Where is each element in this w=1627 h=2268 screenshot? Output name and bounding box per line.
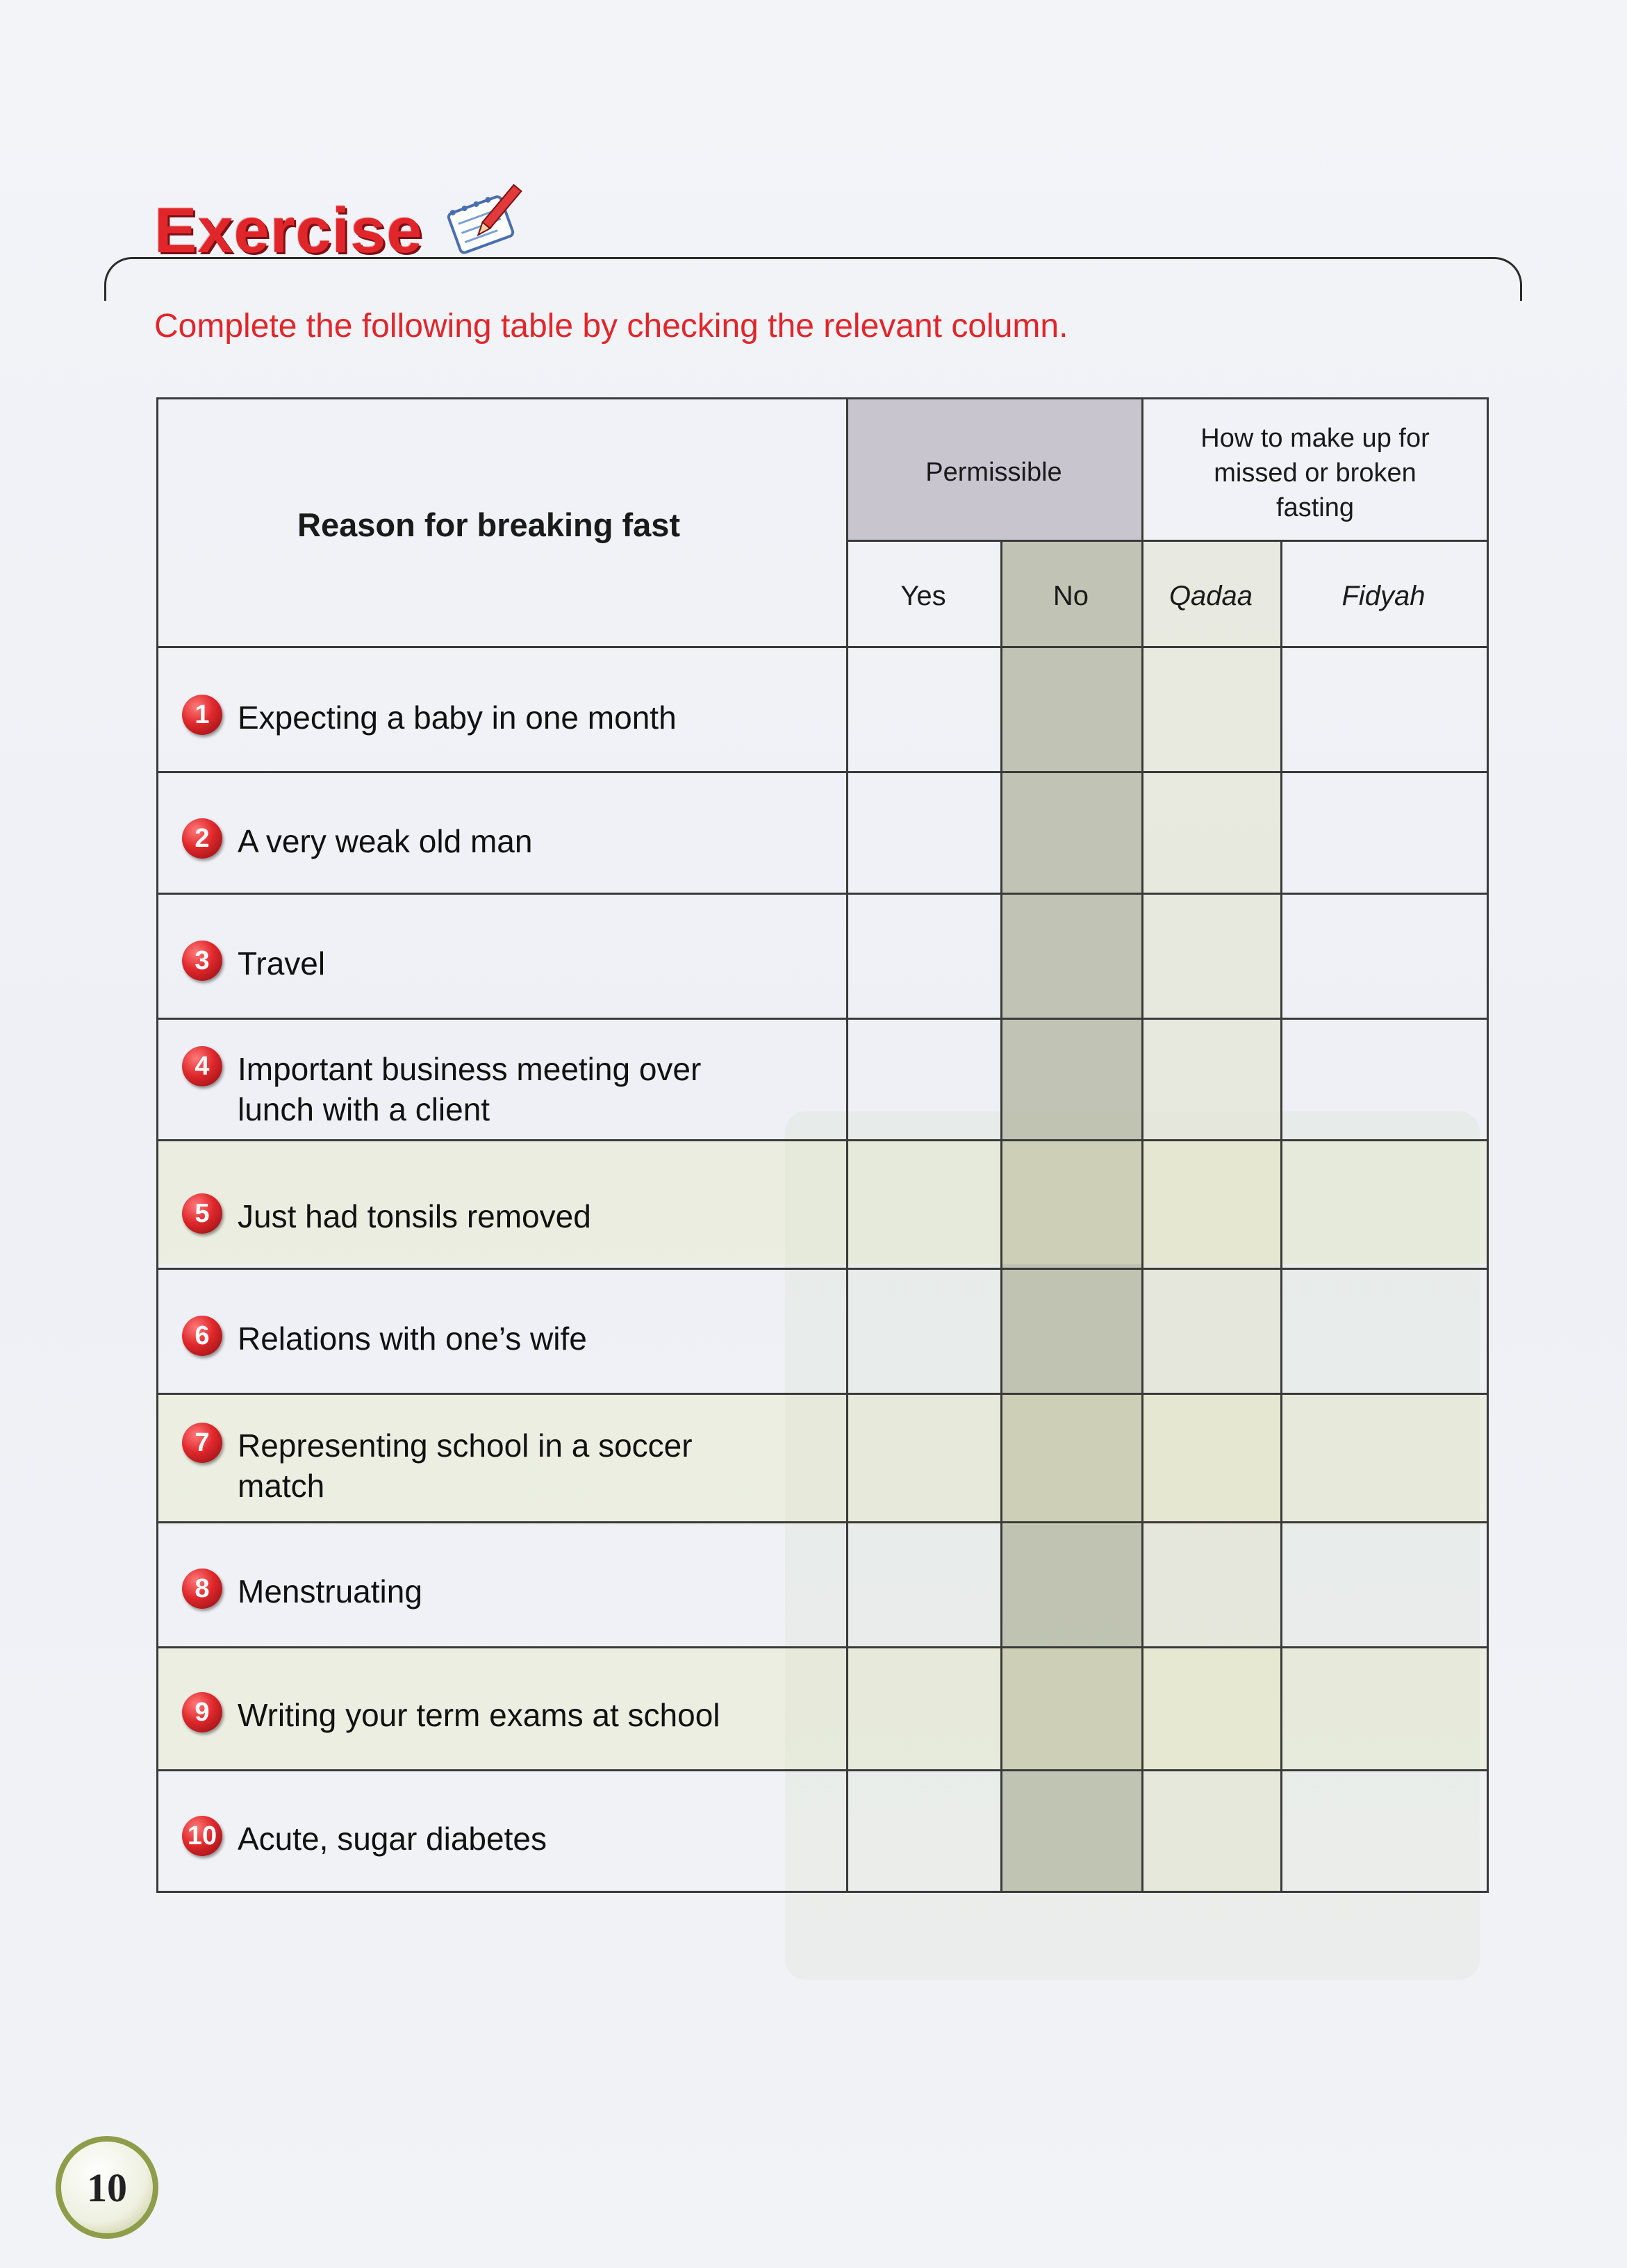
row-divider xyxy=(156,893,1489,895)
reason-row xyxy=(182,1695,807,1735)
row-divider xyxy=(156,1268,1489,1270)
row-number-badge: 2 xyxy=(182,818,222,859)
qadaa-column-header: Qadaa xyxy=(1168,581,1253,611)
reason-text xyxy=(238,1819,547,1859)
fidyah-column-header: Fidyah xyxy=(1341,581,1426,611)
row-number-badge: 1 xyxy=(182,695,222,735)
permissible-column-header: Permissible xyxy=(925,458,1062,487)
reason-row xyxy=(182,821,807,861)
table-border-right xyxy=(1487,397,1489,1893)
makeup-header-line: How to make up for xyxy=(1200,424,1430,453)
reason-row xyxy=(182,1819,807,1859)
reason-line: lunch with a client xyxy=(238,1091,490,1127)
reason-line: Relations with one’s wife xyxy=(238,1321,587,1357)
reason-line: match xyxy=(238,1468,325,1504)
reason-row xyxy=(182,697,807,738)
row-divider xyxy=(156,1018,1489,1020)
reason-text xyxy=(238,1571,422,1612)
reason-text xyxy=(238,1049,701,1129)
subheader-divider xyxy=(846,540,1489,542)
row-divider xyxy=(156,1646,1489,1648)
reason-text xyxy=(238,821,532,861)
reason-row xyxy=(182,1049,807,1129)
notebook-pencil-icon xyxy=(438,182,528,258)
reason-text xyxy=(238,943,325,984)
exercise-title: Exercise xyxy=(154,195,423,266)
reason-line: Travel xyxy=(238,945,326,982)
reason-column-header: Reason for breaking fast xyxy=(297,506,681,543)
reason-line: Representing school in a soccer xyxy=(238,1427,693,1464)
reason-row xyxy=(182,943,807,984)
row-divider xyxy=(156,1769,1489,1771)
table-border-left xyxy=(156,397,158,1893)
column-divider xyxy=(1141,397,1143,1893)
row-number-badge: 4 xyxy=(182,1046,222,1086)
reason-text xyxy=(238,697,677,738)
table-border-top xyxy=(156,397,1489,399)
row-number-badge: 7 xyxy=(182,1423,222,1463)
yes-column-header: Yes xyxy=(900,581,946,611)
row-number-badge: 10 xyxy=(182,1816,222,1856)
reason-text xyxy=(238,1695,720,1735)
reason-line: Menstruating xyxy=(238,1573,422,1609)
row-number-badge: 3 xyxy=(182,941,222,981)
reason-row xyxy=(182,1318,807,1359)
reason-row xyxy=(182,1571,807,1612)
makeup-header-line: missed or broken xyxy=(1214,458,1417,488)
row-number-badge: 8 xyxy=(182,1568,222,1609)
row-number-badge: 5 xyxy=(182,1193,222,1234)
reason-row xyxy=(182,1196,807,1236)
row-number-badge: 6 xyxy=(182,1316,222,1356)
row-divider xyxy=(156,1393,1489,1395)
reason-line: A very weak old man xyxy=(238,823,533,859)
no-column-header: No xyxy=(1052,581,1089,611)
row-divider xyxy=(156,1139,1489,1141)
row-number-badge: 9 xyxy=(182,1692,222,1732)
reason-line: Important business meeting over xyxy=(238,1051,702,1087)
exercise-instruction: Complete the following table by checking the relevant column. xyxy=(154,308,1068,345)
reason-line: Writing your term exams at school xyxy=(238,1697,720,1733)
reason-line: Just had tonsils removed xyxy=(238,1198,591,1234)
reason-line: Acute, sugar diabetes xyxy=(238,1821,547,1857)
header-divider xyxy=(156,646,1489,648)
page-number: 10 xyxy=(56,2136,158,2239)
makeup-header-line: fasting xyxy=(1276,493,1354,522)
column-divider xyxy=(1000,540,1002,1893)
reason-text xyxy=(238,1425,693,1506)
table-border-bottom xyxy=(156,1891,1489,1893)
reason-line: Expecting a baby in one month xyxy=(238,700,677,736)
reason-text xyxy=(238,1196,591,1236)
row-divider xyxy=(156,1521,1489,1523)
reason-text xyxy=(238,1318,587,1359)
reason-row xyxy=(182,1425,807,1506)
row-divider xyxy=(156,771,1489,773)
column-divider xyxy=(846,397,848,1893)
column-divider xyxy=(1280,540,1282,1893)
makeup-column-header xyxy=(1141,421,1489,525)
